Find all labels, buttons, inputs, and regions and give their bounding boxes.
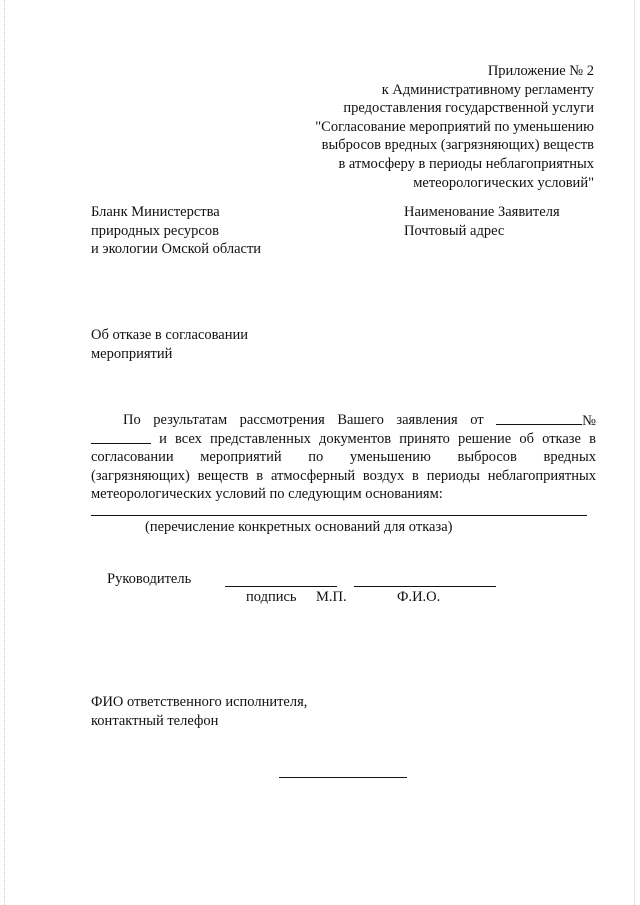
appendix-line: Приложение № 2 (487, 63, 594, 79)
number-sign: № (582, 413, 596, 429)
word: в (412, 467, 419, 484)
word: атмосферный (270, 467, 356, 484)
paragraph-line-2 (91, 430, 596, 449)
word: результатам (153, 412, 228, 428)
subject-line: Об отказе в согласовании (91, 327, 249, 343)
application-number-blank (91, 430, 151, 444)
word: в (589, 430, 596, 447)
executor-name-label: ФИО ответственного исполнителя, (91, 694, 308, 710)
reasons-caption: (перечисление конкретных оснований для отказа) (145, 519, 453, 535)
appendix-line: "Согласование мероприятий по уменьшению (315, 118, 594, 135)
executor-phone-label: контактный телефон (91, 712, 219, 729)
letterhead-line: Бланк Министерства (91, 204, 220, 220)
appendix-line: в атмосферу в периоды неблагоприятных (338, 155, 594, 172)
applicant-block (404, 203, 560, 240)
executor-block (91, 693, 307, 730)
application-date-blank (496, 411, 596, 430)
word: всех (175, 430, 202, 447)
applicant-address-label: Почтовый адрес (404, 222, 505, 239)
name-caption: Ф.И.О. (397, 589, 441, 605)
letterhead-line: природных ресурсов (91, 222, 219, 239)
appendix-line: к Административному регламенту (381, 81, 594, 98)
reasons-fill-line (91, 515, 587, 516)
scan-edge-left (4, 0, 5, 905)
appendix-header (234, 62, 594, 192)
letterhead-line: и экологии Омской области (91, 241, 262, 258)
paragraph-line-3 (91, 448, 596, 467)
word: выбросов (457, 449, 517, 466)
appendix-line: метеорологических условий" (413, 174, 594, 191)
word: по (308, 449, 324, 466)
subject-line: мероприятий (91, 345, 173, 362)
signature-fill-line (225, 586, 337, 587)
word: Вашего (337, 412, 384, 428)
letter-subject (91, 326, 248, 363)
word: решение (458, 430, 512, 447)
word: периоды (426, 467, 480, 484)
word: воздух (362, 467, 405, 484)
ministry-letterhead (91, 203, 261, 259)
appendix-line: выбросов вредных (загрязняющих) веществ (321, 137, 594, 154)
word: от (470, 412, 484, 428)
word: об (519, 430, 535, 447)
stamp-caption: М.П. (316, 589, 347, 605)
word: рассмотрения (239, 412, 325, 428)
paragraph-line-4 (91, 467, 596, 486)
applicant-name-label: Наименование Заявителя (404, 204, 560, 220)
word: согласовании (91, 449, 174, 466)
word: мероприятий (200, 449, 282, 466)
word: в (256, 467, 264, 484)
paragraph-line-1 (91, 411, 596, 430)
word: принято (399, 430, 450, 447)
word: и (159, 430, 167, 447)
appendix-line: предоставления государственной услуги (343, 100, 594, 117)
paragraph-line-5-text: метеорологических условий по следующим основаниям: (91, 486, 443, 503)
word: По (123, 412, 141, 428)
word: отказе (542, 430, 581, 447)
word: представленных (210, 430, 311, 447)
word: (загрязняющих) (91, 467, 190, 484)
paragraph-line-5 (91, 485, 596, 504)
head-label: Руководитель (107, 571, 192, 587)
name-fill-line (354, 586, 496, 587)
scan-edge-right (634, 0, 635, 905)
word: веществ (197, 467, 249, 484)
word: уменьшению (349, 449, 431, 466)
word: документов (319, 430, 392, 447)
word: вредных (543, 449, 596, 466)
word: заявления (396, 412, 458, 428)
decision-paragraph (91, 411, 596, 504)
signature-caption: подпись (246, 589, 297, 605)
word: неблагоприятных (487, 467, 596, 484)
executor-fill-line (279, 777, 407, 778)
